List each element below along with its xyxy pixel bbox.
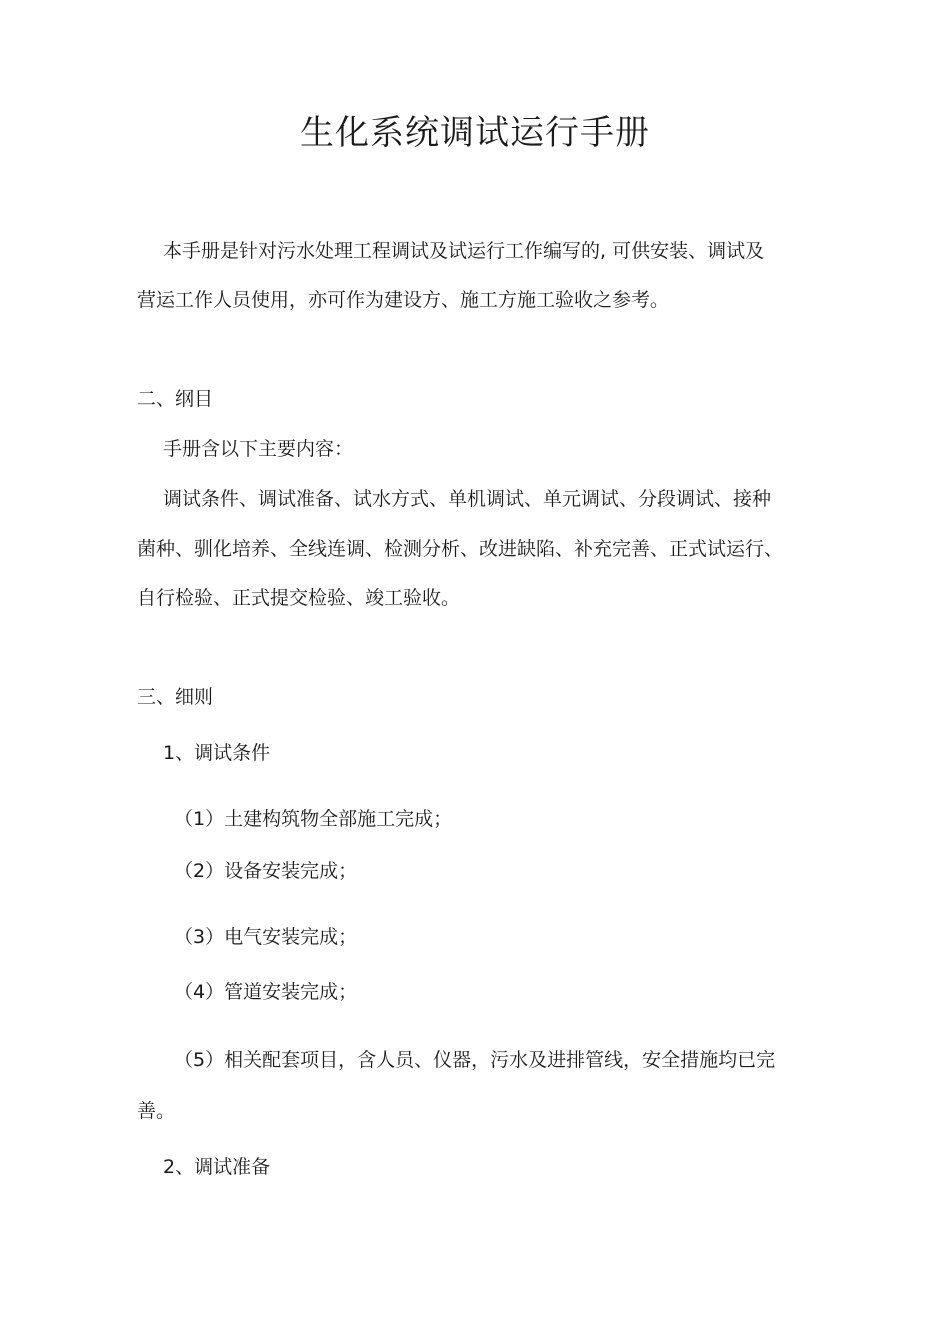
list-item: （1）土建构筑物全部施工完成； bbox=[174, 808, 453, 830]
list-item: （4）管道安装完成； bbox=[174, 981, 358, 1003]
document-title: 生化系统调试运行手册 bbox=[300, 113, 650, 153]
section-2-sub: 手册含以下主要内容： bbox=[163, 438, 354, 460]
intro-line-2: 营运工作人员使用，亦可作为建设方、施工方施工验收之参考。 bbox=[137, 289, 670, 311]
section-2-content-line-2: 菌种、驯化培养、全线连调、检测分析、改进缺陷、补充完善、正式试运行、 bbox=[137, 538, 784, 560]
section-2-heading: 二、纲目 bbox=[137, 388, 214, 410]
section-3-sub-1: 1、调试条件 bbox=[163, 742, 271, 764]
section-2-content-line-3: 自行检验、正式提交检验、竣工验收。 bbox=[137, 587, 461, 609]
list-item: （3）电气安装完成； bbox=[174, 926, 358, 948]
list-item: （5）相关配套项目，含人员、仪器，污水及进排管线，安全措施均已完 bbox=[174, 1049, 776, 1071]
intro-line-1: 本手册是针对污水处理工程调试及试运行工作编写的, 可供安装、调试及 bbox=[163, 240, 765, 262]
section-2-content-line-1: 调试条件、调试准备、试水方式、单机调试、单元调试、分段调试、接种 bbox=[163, 488, 772, 510]
list-item: （2）设备安装完成； bbox=[174, 860, 358, 882]
section-3-sub-2: 2、调试准备 bbox=[163, 1156, 271, 1178]
section-3-heading: 三、细则 bbox=[137, 686, 214, 708]
list-item-continuation: 善。 bbox=[137, 1100, 176, 1122]
